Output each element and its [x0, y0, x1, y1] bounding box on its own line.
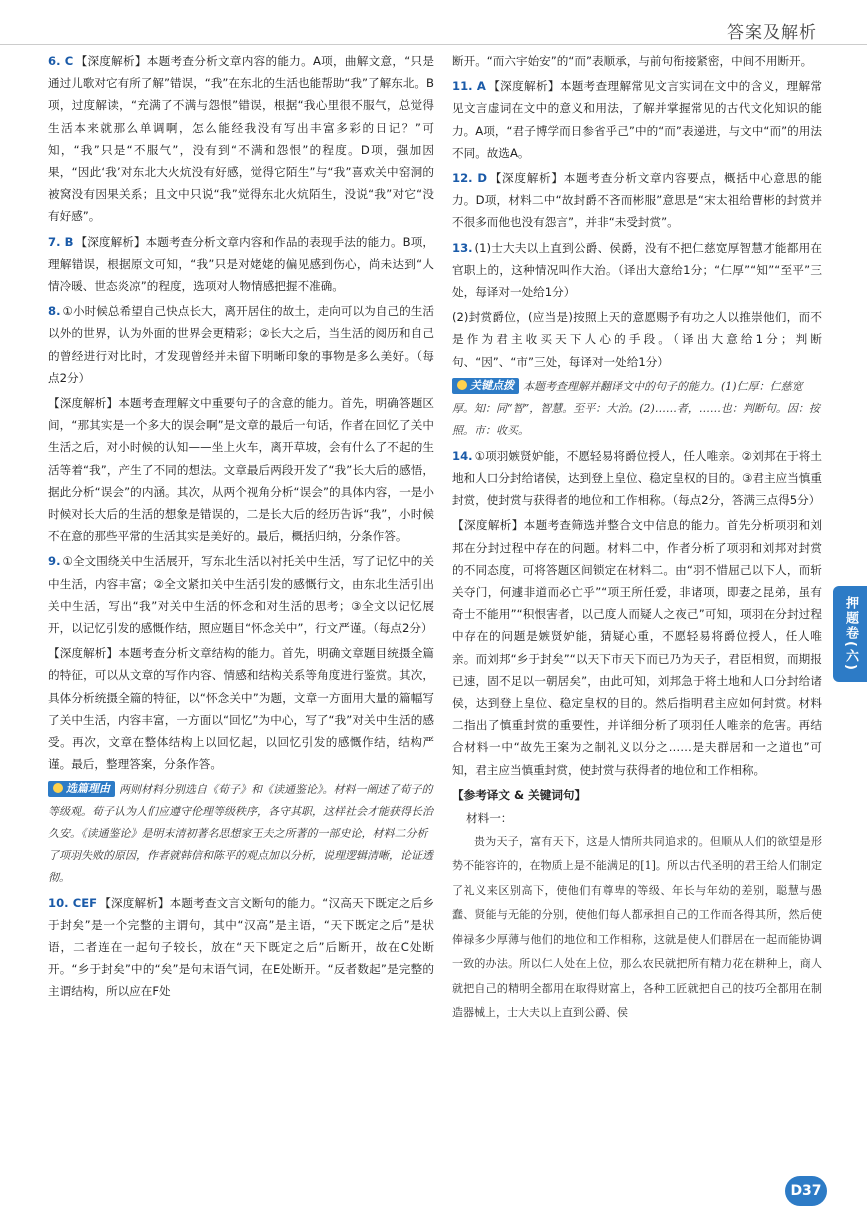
answer-text: 【深度解析】本题考查理解常见文言实词在文中的含义，理解常见文言虚词在文中的意义和用法，了解并掌握常见的古代文化知识的能力。A项，“君子博学而日参省乎己”中的“而”表递进，与文中“而”的用法不同。故选A。: [452, 79, 822, 160]
note-text: 本题考查理解并翻译文中的句子的能力。(1)仁厚：仁慈宽厚。知：同“智”，智慧。至平：大治。(2)……者，……也：判断句。因：按照。市：收买。: [452, 379, 820, 437]
answer-number: 6. C: [48, 54, 74, 68]
answer-text: (2)封赏爵位，(应当是)按照上天的意愿赐予有功之人以推崇他们，而不是作为君主收买天下人心的手段。（译出大意给1分；判断句、“因”、“市”三处，每译对一处给1分）: [452, 310, 822, 369]
key-tip: [452, 376, 822, 442]
analysis-8: [48, 392, 434, 547]
header-title: 答案及解析: [727, 23, 817, 43]
key-tip-tag: [452, 378, 519, 394]
answer-number: 13.: [452, 240, 473, 255]
right-column: [452, 50, 822, 1026]
answer-13-1: [452, 237, 822, 304]
header-divider: [0, 44, 867, 45]
answer-11: [452, 75, 822, 164]
pen-icon: [53, 783, 63, 793]
answer-6: [48, 50, 434, 228]
answer-text: 【深度解析】本题考查筛选并整合文中信息的能力。首先分析项羽和刘邦在分封过程中存在的问题。材料二中，作者分析了项羽和刘邦对封赏的不同态度，可将答题区间锁定在材料二。由“羽不惜屈己以下人，而斩关夺门，何遽非道而必亡乎”“项王所任爱，非诸项，即妻之昆弟，虽有奇士不能用”“积恨害者，以己度人而疑人之夜己”可知，项羽在分封过程中存在的问题是嫉贤妒能，猜疑心重，不愿轻易将爵位授人，任人唯亲。而刘邦“乡于封矣”“以天下市天下而已乃为天子，君臣相贸，而期报已速，固不足以一朝居矣”，由此可知，刘邦急于将土地和人口分封给诸侯，达到登上皇位、稳定皇权的目的。然后指明君主应如何封赏。材料二指出了慎重封赏的重要性，并详细分析了项羽任人唯亲的危害。再结合材料一中“故先王案为之制礼义以分之……是夫群居和一之道也”可知，君主应当慎重封赏，使封赏与获得者的地位和工作相称。: [452, 518, 822, 777]
answer-text: (1)士大夫以上直到公爵、侯爵，没有不把仁慈宽厚智慧才能都用在官职上的，这种情况叫作大治。（译出大意给1分；“仁厚”“知”“至平”三处，每译对一处给1分）: [452, 240, 822, 300]
answer-text: 【深度解析】本题考查分析文章内容的能力。A项，曲解文意，“只是通过儿歌对它有所了解”错误，“我”在东北的生活也能帮助“我”了解东北。B项，过度解读，“充满了不满与怨恨”错误，根据“我心里很不服气，总觉得生活本来就那么单调啊，怎么能经我没有写出丰富多彩的日记？”可知，“我”只是“不服气”，没有到“不满和怨恨”的程度。D项，强加因果，“因此‘我’对东北大火炕没有好感，觉得它陌生”与“我”喜欢关中窑洞的被窝没有因果关系；且文中只说“我”觉得东北火炕陌生，没说“我”对它“没有好感”。: [48, 54, 434, 224]
selection-reason-tag: [48, 781, 115, 797]
answer-12: [452, 167, 822, 234]
reference-subheading: 材料一：: [466, 810, 513, 825]
answer-14: [452, 445, 822, 512]
answer-8: [48, 300, 434, 389]
answer-text: 断开。“而六宇始安”的“而”表顺承，与前句衔接紧密，中间不用断开。: [452, 54, 813, 68]
answer-number: 12. D: [452, 171, 487, 186]
left-column: [48, 50, 434, 1006]
answer-text: 【深度解析】本题考查分析文章结构的能力。首先，明确文章题目统摄全篇的特征，可以从文章的写作内容、情感和结构关系等角度进行鉴赏。其次，具体分析统摄全篇的特征，以“怀念关中”为题，文章一方面用大量的篇幅写了关中生活，内容丰富，一方面以“回忆”为中心，写了“我”对关中生活的感受。再次，文章在整体结构上以回忆起，以回忆引发的感慨作结，结构严谨。最后，整理答案，分条作答。: [48, 646, 434, 772]
answer-text: ①全文围绕关中生活展开，写东北生活以衬托关中生活，写了记忆中的关中生活，内容丰富；②全文紧扣关中生活引发的感慨行文，由东北生活引出关中生活，写出“我”对关中生活的怀念和对生活的思考；③全文以记忆展开，以记忆引发的感慨作结，照应题目“怀念关中”，行文严谨。（每点2分）: [48, 554, 434, 636]
answer-number: 10. CEF: [48, 895, 98, 910]
tag-label: 选篇理由: [66, 781, 110, 795]
tag-label: 关键点拨: [470, 378, 514, 392]
answer-10: [48, 892, 434, 1003]
answer-9: [48, 550, 434, 639]
answer-text: 【深度解析】本题考查文言文断句的能力。“汉高天下既定之后乡于封矣”是一个完整的主谓句，其中“汉高”是主语，“天下既定之后”是状语，二者连在一起句子较长，放在“天下既定之后”后断开，故在C处断开。“乡于封矣”中的“矣”是句末语气词，在E处断开。“反者数起”是完整的主谓结构，所以应在F处: [48, 895, 434, 999]
note-text: 两则材料分别选自《荀子》和《读通鉴论》。材料一阐述了荀子的等级观。荀子认为人们应遵守伦理等级秩序，各守其职，这样社会才能获得长治久安。《读通鉴论》是明末清初著名思想家王夫之所著的一部史论，材料二分析了项羽失败的原因，作者就韩信和陈平的观点加以分析，说理逻辑清晰，论证透彻。: [48, 782, 433, 884]
pen-icon: [457, 380, 467, 390]
answer-text: 【深度解析】本题考查分析文章内容和作品的表现手法的能力。B项，理解错误，根据原文可知，“我”只是对姥姥的偏见感到伤心，尚未达到“人情冷暖、世态炎凉”的程度，选项对人物情感把握不准确。: [48, 234, 434, 294]
analysis-14: [452, 514, 822, 780]
reference-heading: 【参考译文 & 关键词句】: [452, 787, 587, 802]
answer-text: 【深度解析】本题考查理解文中重要句子的含意的能力。首先，明确答题区间，“那其实是一个多大的误会啊”是文章的最后一句话，作者在回忆了关中生活之后，对小时候的认知——坐上火车，离开草坡，会有什么了不起的生活等着“我”，产生了不同的想法。文章最后两段开发了“我”长大后的感悟，据此分析“误会”的内涵。其次，从两个视角分析“误会”的具体内容，一是小时候对长大后的生活的想象是错误的，二是长大后的经历告诉“我”，小时候不在意的那些平常的生活其实是美好的。最后，概括归纳，分条作答。: [48, 396, 434, 544]
answer-number: 14.: [452, 448, 473, 463]
answer-text: ①项羽嫉贤妒能，不愿轻易将爵位授人，任人唯亲。②刘邦在于将土地和人口分封给诸侯，达到登上皇位、稳定皇权的目的。③君主应当慎重封赏，使封赏与获得者的地位和工作相称。（每点2分，答满三点得5分）: [452, 448, 822, 508]
answer-13-2: [452, 306, 822, 373]
reference-translation: 贵为天子，富有天下，这是人情所共同追求的。但顺从人们的欲望是形势不能容许的，在物质上是不能满足的[1]。所以古代圣明的君王给人们制定了礼义来区别高下，使他们有尊卑的等级、年长与年幼的差别，聪慧与愚蠢、贤能与无能的分别，使他们每人都承担自己的工作而各得其所，然后使俸禄多少厚薄与他们的地位和工作相称，这就是使人们群居在一起而能协调一致的办法。所以仁人处在上位，那么农民就把所有精力花在耕种上，商人就把自己的精明全都用在取得财富上，各种工匠就把自己的技巧全都用在制造器械上，士大夫以上直到公爵、侯: [452, 834, 822, 1020]
answer-7: [48, 231, 434, 298]
answer-10-cont: [452, 50, 822, 72]
answer-number: 8.: [48, 304, 61, 319]
answer-number: 11. A: [452, 79, 486, 94]
answer-text: 【深度解析】本题考查分析文章内容要点，概括中心意思的能力。D项，材料二中“故封爵不吝而彬服”意思是“宋太祖给曹彬的封赏并不很多而他也没有怨言”，并非“未受封赏”。: [452, 171, 822, 230]
analysis-9: [48, 642, 434, 775]
selection-reason: [48, 779, 434, 889]
side-tab: 押题卷(六): [833, 586, 867, 682]
page-number: D37: [785, 1176, 827, 1206]
answer-text: ①小时候总希望自己快点长大，离开居住的故土，走向可以为自己的生活以外的世界，认为外面的世界会更精彩；②长大之后，当生活的阅历和自己的曾经进行对比时，才发现曾经并未留下明晰印象的事物是多么美好。（每点2分）: [48, 304, 434, 385]
answer-number: 9.: [48, 554, 61, 569]
answer-number: 7. B: [48, 234, 74, 249]
